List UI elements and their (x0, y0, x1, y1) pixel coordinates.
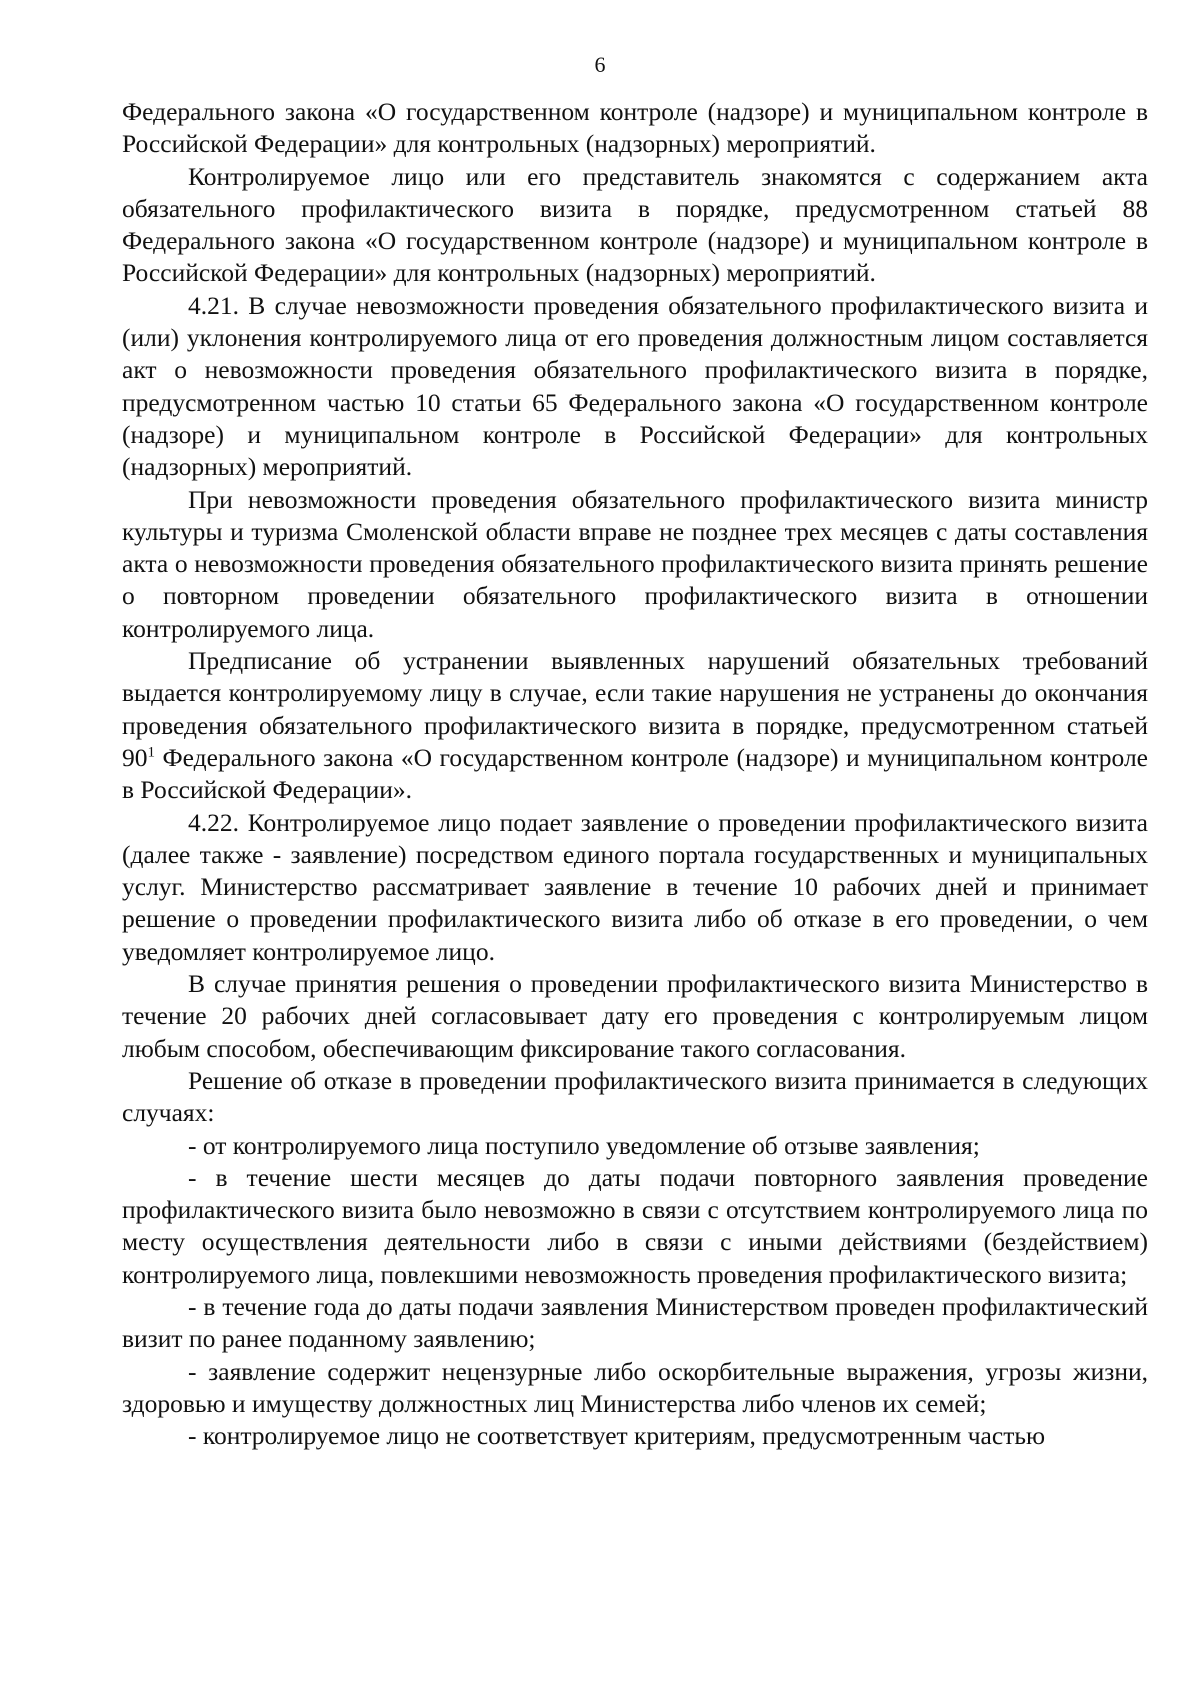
paragraph-prescription-text-before: Предписание об устранении выявленных нарушений обязательных требований выдается контролируемому лицу в случае, если такие нарушения не устранены до окончания проведения обязательного профилактического визита в порядке, предусмотренном статьей 90 (122, 646, 1148, 772)
list-item-criteria-mismatch: - контролируемое лицо не соответствует критериям, предусмотренным частью (188, 1421, 1046, 1451)
list-item-six-months: - в течение шести месяцев до даты подачи повторного заявления проведение профилактического визита было невозможно в связи с отсутствием контролируемого лица по месту осуществления деятельности либо в связи с иными действиями (бездействием) контролируемого лица, повлекшими невозможность проведения профилактического визита; (122, 1162, 1148, 1289)
paragraph-refusal-cases-intro: Решение об отказе в проведении профилактического визита принимается в следующих случаях: (122, 1065, 1148, 1128)
paragraph-act-familiarization: Контролируемое лицо или его представитель знакомятся с содержанием акта обязательного профилактического визита в порядке, предусмотренном статьей 88 Федерального закона «О государственном контроле (надзоре) и муниципальном контроле в Российской Федерации» для контрольных (надзорных) мероприятий. (122, 161, 1148, 288)
paragraph-4-22: 4.22. Контролируемое лицо подает заявление о проведении профилактического визита (далее также - заявление) посредством единого портала государственных и муниципальных услуг. Министерство рассматривает заявление в течение 10 рабочих дней и принимает решение о проведении профилактического визита либо об отказе в его проведении, о чем уведомляет контролируемое лицо. (122, 807, 1148, 966)
paragraph-continuation: Федерального закона «О государственном контроле (надзоре) и муниципальном контроле в Российской Федерации» для контрольных (надзорных) мероприятий. (122, 97, 1148, 159)
list-item-offensive-content: - заявление содержит нецензурные либо оскорбительные выражения, угрозы жизни, здоровью и имуществу должностных лиц Министерства либо членов их семей; (122, 1356, 1148, 1418)
paragraph-visit-date-agreement: В случае принятия решения о проведении профилактического визита Министерство в течение 20 рабочих дней согласовывает дату его проведения с контролируемым лицом любым способом, обеспечивающим фиксирование такого согласования. (122, 969, 1148, 1063)
paragraph-prescription (122, 645, 1148, 806)
list-item-withdrawal: - от контролируемого лица поступило уведомление об отзыве заявления; (188, 1130, 980, 1160)
article-superscript: 1 (147, 744, 155, 761)
paragraph-prescription-text-after: Федерального закона «О государственном контроле (надзоре) и муниципальном контроле в Российской Федерации». (122, 742, 1148, 805)
paragraph-repeat-visit-decision: При невозможности проведения обязательного профилактического визита министр культуры и туризма Смоленской области вправе не позднее трех месяцев с даты составления акта о невозможности проведения обязательного профилактического визита принять решение о повторном проведении обязательного профилактического визита в отношении контролируемого лица. (122, 484, 1148, 643)
page-number: 6 (594, 52, 606, 77)
document-body (122, 96, 1148, 1452)
paragraph-4-21: 4.21. В случае невозможности проведения обязательного профилактического визита и (или) уклонения контролируемого лица от его проведения должностным лицом составляется акт о невозможности проведения обязательного профилактического визита в порядке, предусмотренном частью 10 статьи 65 Федерального закона «О государственном контроле (надзоре) и муниципальном контроле в Российской Федерации» для контрольных (надзорных) мероприятий. (122, 290, 1148, 482)
list-item-one-year: - в течение года до даты подачи заявления Министерством проведен профилактический визит по ранее поданному заявлению; (122, 1291, 1148, 1354)
